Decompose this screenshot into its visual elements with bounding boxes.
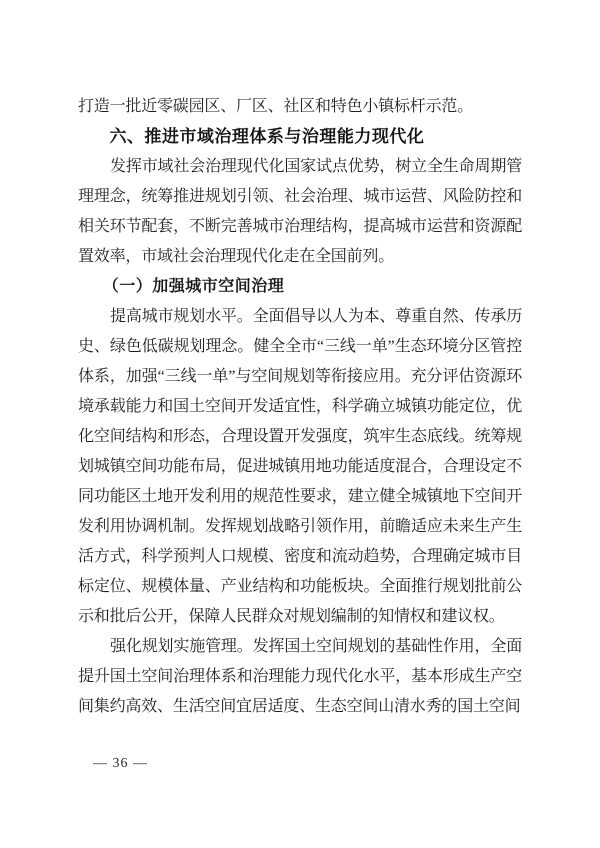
page-number: — 36 — [93, 756, 148, 771]
subsection-heading: （一）加强城市空间治理 [102, 278, 285, 295]
text-content [78, 92, 522, 722]
paragraph-continuation: 打造一批近零碳园区、厂区、社区和特色小镇标杆示范。 [78, 98, 474, 115]
paragraph-governance-intro: 发挥市域社会治理现代化国家试点优势，树立全生命周期管理理念，统筹推进规划引领、社会治理、城市运营、风险防控和相关环节配套，不断完善城市治理结构，提高城市运营和资源配置效率，市域社会治理现代化走在全国前列。 [78, 158, 522, 265]
paragraph-urban-planning: 提高城市规划水平。全面倡导以人为本、尊重自然、传承历史、绿色低碳规划理念。健全全市“三线一单”生态环境分区管控体系，加强“三线一单”与空间规划等衔接应用。充分评估资源环境承载能力和国土空间开发适宜性，科学确立城镇功能定位，优化空间结构和形态，合理设置开发强度，筑牢生态底线。统筹规划城镇空间功能布局，促进城镇用地功能适度混合，合理设定不同功能区土地开发利用的规范性要求，建立健全城镇地下空间开发利用协调机制。发挥规划战略引领作用，前瞻适应未来生产生活方式，科学预判人口规模、密度和流动趋势，合理确定城市目标定位、规模体量、产业结构和功能板块。全面推行规划批前公示和批后公开，保障人民群众对规划编制的知情权和建议权。 [78, 308, 522, 625]
paragraph-planning-implementation: 强化规划实施管理。发挥国土空间规划的基础性作用，全面提升国土空间治理体系和治理能力现代化水平，基本形成生产空间集约高效、生活空间宜居适度、生态空间山清水秀的国土空间 [78, 638, 522, 715]
section-heading: 六、推进市域治理体系与治理能力现代化 [109, 127, 425, 146]
